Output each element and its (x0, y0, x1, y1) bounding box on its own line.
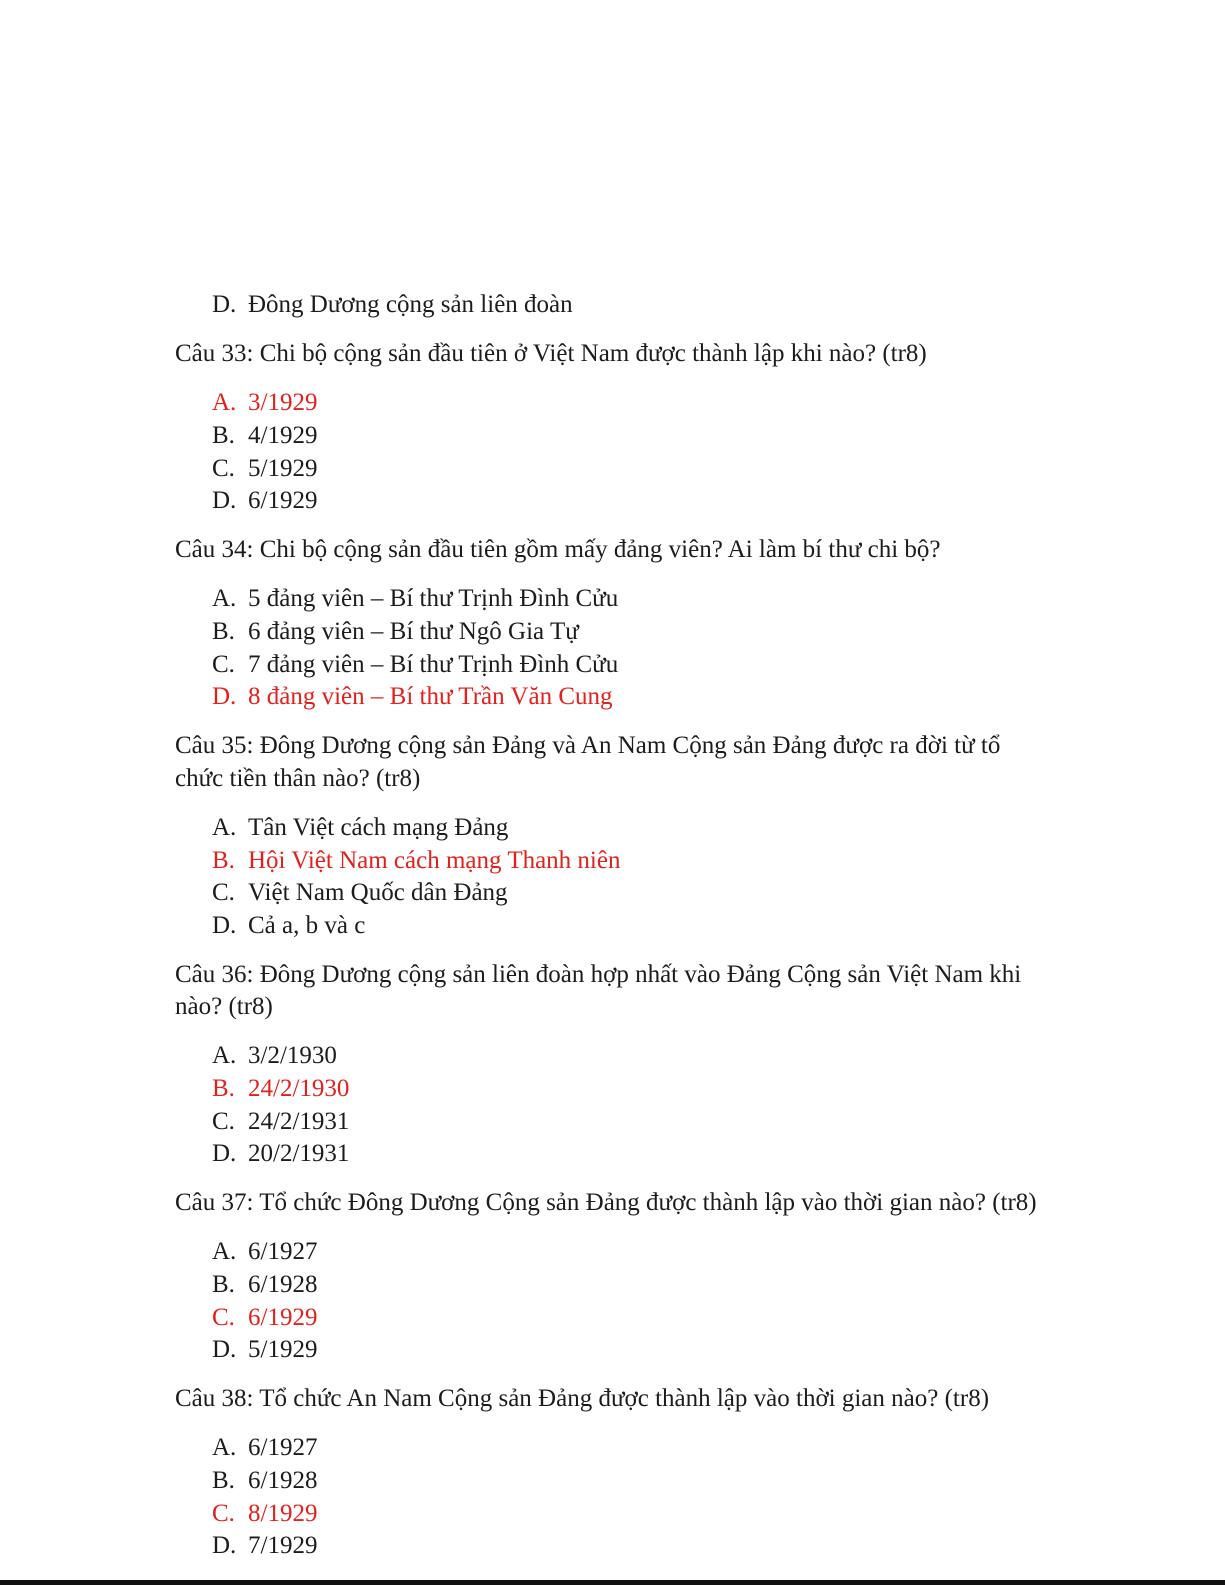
question-33-option-a (212, 388, 317, 418)
option-letter: D. (212, 487, 237, 514)
question-34-text: Câu 34: Chi bộ cộng sản đầu tiên gồm mấy đảng viên? Ai làm bí thư chi bộ? (175, 536, 941, 563)
option-text: Việt Nam Quốc dân Đảng (248, 879, 508, 906)
question-35-option-c (212, 878, 508, 908)
option-text: 8/1929 (248, 1500, 318, 1527)
option-text: 3/1929 (248, 389, 318, 416)
option-text: 4/1929 (248, 422, 318, 449)
option-text: 24/2/1930 (248, 1075, 350, 1102)
option-text: 6/1929 (248, 487, 318, 514)
page-bottom-edge (0, 1580, 1225, 1585)
option-text: 6/1927 (248, 1238, 318, 1265)
question-34-option-b (212, 617, 579, 647)
option-letter: B. (212, 618, 235, 645)
question-35-option-d (212, 911, 365, 941)
question-35-text-line-1: Câu 35: Đông Dương cộng sản Đảng và An Nam Cộng sản Đảng được ra đời từ tổ (175, 732, 1001, 759)
option-letter: D. (212, 1532, 237, 1559)
option-letter: A. (212, 585, 237, 612)
option-letter: B. (212, 1075, 235, 1102)
option-letter: C. (212, 879, 235, 906)
option-text: 6/1928 (248, 1467, 318, 1494)
question-33-text: Câu 33: Chi bộ cộng sản đầu tiên ở Việt Nam được thành lập khi nào? (tr8) (175, 340, 927, 367)
option-text: 7/1929 (248, 1532, 318, 1559)
option-text: 8 đảng viên – Bí thư Trần Văn Cung (248, 683, 613, 710)
option-letter: C. (212, 651, 235, 678)
option-text: 6 đảng viên – Bí thư Ngô Gia Tự (248, 618, 579, 645)
option-letter: D. (212, 1336, 237, 1363)
option-text: 5/1929 (248, 1336, 318, 1363)
option-letter: B. (212, 422, 235, 449)
option-text: 20/2/1931 (248, 1140, 350, 1167)
option-letter: B. (212, 1271, 235, 1298)
question-34-option-c (212, 650, 618, 680)
option-text: 6/1927 (248, 1434, 318, 1461)
option-letter: C. (212, 1500, 235, 1527)
option-letter: B. (212, 1467, 235, 1494)
question-36-text-line-2: nào? (tr8) (175, 993, 273, 1020)
option-text: 5/1929 (248, 455, 318, 482)
option-letter: A. (212, 1238, 237, 1265)
question-37-option-a (212, 1237, 317, 1267)
question-33-option-d (212, 486, 317, 516)
option-text: 6/1929 (248, 1304, 318, 1331)
question-38-option-c (212, 1499, 317, 1529)
question-37-option-c (212, 1303, 317, 1333)
option-letter: C. (212, 455, 235, 482)
question-35-option-a (212, 813, 508, 843)
option-letter: A. (212, 389, 237, 416)
option-text: Cả a, b và c (248, 912, 366, 939)
option-text: 7 đảng viên – Bí thư Trịnh Đình Cửu (248, 651, 619, 678)
option-text: Đông Dương cộng sản liên đoàn (248, 291, 573, 318)
question-34-option-d (212, 682, 613, 712)
option-text: Tân Việt cách mạng Đảng (248, 814, 509, 841)
option-letter: A. (212, 1434, 237, 1461)
question-38-option-d (212, 1531, 317, 1561)
question-35-option-b (212, 846, 620, 876)
question-36-text-line-1: Câu 36: Đông Dương cộng sản liên đoàn hợp nhất vào Đảng Cộng sản Việt Nam khi (175, 961, 1022, 988)
option-letter: B. (212, 847, 235, 874)
question-33-option-b (212, 421, 317, 451)
prev-question-option-d (212, 290, 573, 320)
option-text: Hội Việt Nam cách mạng Thanh niên (248, 847, 621, 874)
option-letter: C. (212, 1108, 235, 1135)
question-38-option-b (212, 1466, 317, 1496)
question-35-text-line-2: chức tiền thân nào? (tr8) (175, 765, 421, 792)
option-letter: A. (212, 1042, 237, 1069)
option-letter: D. (212, 683, 237, 710)
question-37-option-b (212, 1270, 317, 1300)
option-letter: C. (212, 1304, 235, 1331)
option-letter: A. (212, 814, 237, 841)
question-36-option-c (212, 1107, 349, 1137)
question-34-option-a (212, 584, 618, 614)
option-letter: D. (212, 912, 237, 939)
option-letter: D. (212, 291, 237, 318)
option-text: 6/1928 (248, 1271, 318, 1298)
question-36-option-d (212, 1139, 349, 1169)
question-37-option-d (212, 1335, 317, 1365)
question-38-option-a (212, 1433, 317, 1463)
option-text: 24/2/1931 (248, 1108, 350, 1135)
question-33-option-c (212, 454, 317, 484)
question-36-option-a (212, 1041, 337, 1071)
question-37-text: Câu 37: Tổ chức Đông Dương Cộng sản Đảng được thành lập vào thời gian nào? (tr8) (175, 1189, 1037, 1216)
question-38-text: Câu 38: Tổ chức An Nam Cộng sản Đảng được thành lập vào thời gian nào? (tr8) (175, 1385, 990, 1412)
option-letter: D. (212, 1140, 237, 1167)
option-text: 5 đảng viên – Bí thư Trịnh Đình Cửu (248, 585, 619, 612)
question-36-option-b (212, 1074, 349, 1104)
option-text: 3/2/1930 (248, 1042, 337, 1069)
